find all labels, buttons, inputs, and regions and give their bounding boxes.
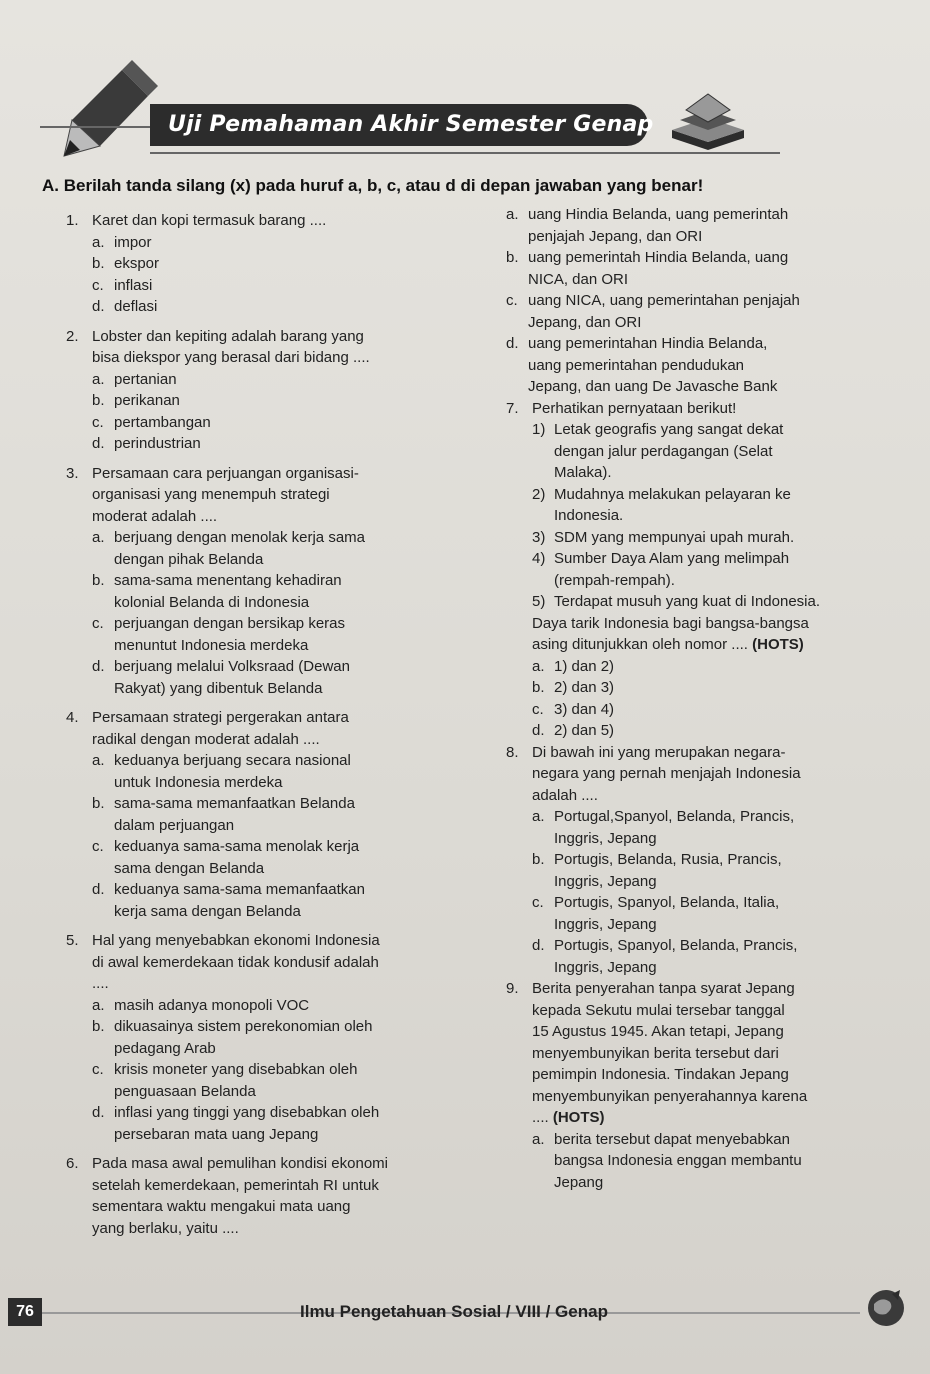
option-letter: c. xyxy=(532,894,544,911)
question-text: Pada masa awal pemulihan kondisi ekonomi setelah kemerdekaan, pemerintah RI untuk sementara waktu mengakui mata uang yang berlaku, yaitu .... xyxy=(92,1155,389,1237)
option-a[interactable] xyxy=(92,750,452,793)
question-number: 2. xyxy=(66,327,79,345)
option-letter: d. xyxy=(92,1104,105,1121)
question-number: 5. xyxy=(66,932,79,949)
header-line-left xyxy=(40,126,160,128)
option-a[interactable] xyxy=(532,806,906,849)
question-number: 6. xyxy=(66,1155,79,1172)
option-letter: c. xyxy=(92,413,104,431)
option-text: 2) dan 5) xyxy=(554,722,615,739)
option-letter: b. xyxy=(92,795,105,812)
question-8 xyxy=(506,742,906,979)
statement-text: Sumber Daya Alam yang melimpah (rempah-rempah). xyxy=(554,550,790,589)
option-letter: d. xyxy=(532,722,545,739)
option-d[interactable] xyxy=(92,879,452,922)
question-text xyxy=(532,978,906,1129)
option-text: berjuang melalui Volksraad (Dewan Rakyat) yang dibentuk Belanda xyxy=(114,658,350,697)
statement-text: Mudahnya melakukan pelayaran ke Indonesia. xyxy=(554,485,791,524)
footer-title: Ilmu Pengetahuan Sosial / VIII / Genap xyxy=(300,1302,608,1321)
option-a[interactable] xyxy=(92,527,452,570)
statement-text: Terdapat musuh yang kuat di Indonesia. xyxy=(554,593,821,610)
option-b[interactable] xyxy=(92,390,452,412)
option-letter: d. xyxy=(92,435,105,452)
question-prompt xyxy=(532,613,906,656)
option-text: uang Hindia Belanda, uang pemerintah penjajah Jepang, dan ORI xyxy=(528,206,789,245)
question-3 xyxy=(66,463,452,700)
option-text: 3) dan 4) xyxy=(554,700,615,718)
header-line-bottom xyxy=(150,152,780,154)
globe-icon xyxy=(864,1286,908,1330)
footer xyxy=(0,1282,930,1342)
question-9 xyxy=(506,978,906,1193)
option-text: dikuasainya sistem perekonomian oleh pedagang Arab xyxy=(114,1018,373,1057)
option-a[interactable] xyxy=(92,369,452,391)
option-text: pertambangan xyxy=(114,413,211,431)
option-text: uang NICA, uang pemerintahan penjajah Jepang, dan ORI xyxy=(528,292,800,331)
option-letter: a. xyxy=(532,1130,545,1148)
option-letter: b. xyxy=(92,572,105,589)
header xyxy=(0,60,930,170)
option-c[interactable] xyxy=(92,1059,452,1102)
option-text: 1) dan 2) xyxy=(554,657,615,675)
option-a[interactable] xyxy=(92,995,452,1017)
instruction: A. Berilah tanda silang (x) pada huruf a, b, c, atau d di depan jawaban yang benar! xyxy=(42,176,704,195)
option-c[interactable] xyxy=(92,412,452,434)
option-text: inflasi yang tinggi yang disebabkan oleh persebaran mata uang Jepang xyxy=(114,1104,380,1143)
option-letter: b. xyxy=(92,255,105,272)
statement-3 xyxy=(532,527,906,549)
question-text: Hal yang menyebabkan ekonomi Indonesia di awal kemerdekaan tidak kondusif adalah .... xyxy=(92,932,380,992)
option-letter: d. xyxy=(92,298,105,315)
option-text: berita tersebut dapat menyebabkan bangsa Indonesia enggan membantu Jepang xyxy=(554,1130,802,1191)
option-text: inflasi xyxy=(114,276,153,294)
option-c[interactable] xyxy=(92,613,452,656)
question-6-options xyxy=(506,204,906,398)
option-text: keduanya berjuang secara nasional untuk Indonesia merdeka xyxy=(114,752,351,791)
option-d[interactable] xyxy=(532,720,906,742)
option-text: keduanya sama-sama menolak kerja sama dengan Belanda xyxy=(114,838,360,877)
prompt-text: Daya tarik Indonesia bagi bangsa-bangsa asing ditunjukkan oleh nomor .... xyxy=(532,614,809,653)
option-d[interactable] xyxy=(92,433,452,455)
option-text: berjuang dengan menolak kerja sama dengan pihak Belanda xyxy=(114,529,365,568)
option-letter: d. xyxy=(506,335,519,352)
question-number: 7. xyxy=(506,399,519,417)
question-text: Perhatikan pernyataan berikut! xyxy=(532,399,737,417)
option-letter: c. xyxy=(92,838,104,855)
option-b[interactable] xyxy=(92,570,452,613)
question-text: Persamaan cara perjuangan organisasi- organisasi yang menempuh strategi moderat adalah .... xyxy=(92,464,359,525)
hots-label: (HOTS) xyxy=(752,636,804,653)
option-d[interactable] xyxy=(92,1102,452,1145)
option-letter: a. xyxy=(92,233,105,251)
option-letter: b. xyxy=(532,679,545,696)
option-letter: d. xyxy=(92,881,105,898)
option-text: sama-sama memanfaatkan Belanda dalam perjuangan xyxy=(114,795,355,834)
option-c[interactable] xyxy=(532,699,906,721)
statement-number: 1) xyxy=(532,421,546,438)
option-text: deflasi xyxy=(114,298,158,315)
spacer xyxy=(66,699,452,707)
question-number: 9. xyxy=(506,980,519,997)
option-a[interactable] xyxy=(532,656,906,678)
option-text: uang pemerintahan Hindia Belanda, uang pemerintahan pendudukan Jepang, dan uang De Javasche Bank xyxy=(528,335,778,395)
page-number: 76 xyxy=(8,1298,42,1326)
option-text: masih adanya monopoli VOC xyxy=(114,996,310,1014)
question-7 xyxy=(506,398,906,742)
option-text: keduanya sama-sama memanfaatkan kerja sama dengan Belanda xyxy=(114,881,365,920)
question-text: Karet dan kopi termasuk barang .... xyxy=(92,212,327,229)
option-letter: c. xyxy=(532,700,544,718)
option-a[interactable] xyxy=(532,1129,906,1194)
option-d[interactable] xyxy=(92,296,452,318)
option-b[interactable] xyxy=(532,677,906,699)
option-text: impor xyxy=(114,233,152,251)
statement-text: Letak geografis yang sangat dekat dengan jalur perdagangan (Selat Malaka). xyxy=(554,421,784,481)
question-6 xyxy=(66,1153,452,1239)
spacer xyxy=(66,922,452,930)
option-text: Portugis, Spanyol, Belanda, Italia, Inggris, Jepang xyxy=(554,894,780,933)
option-text: 2) dan 3) xyxy=(554,679,615,696)
statement-number: 2) xyxy=(532,485,546,503)
statement-2 xyxy=(532,484,906,527)
option-d[interactable] xyxy=(92,656,452,699)
question-text: Persamaan strategi pergerakan antara radikal dengan moderat adalah .... xyxy=(92,709,349,748)
question-number: 3. xyxy=(66,464,79,482)
question-1 xyxy=(66,210,452,318)
option-letter: b. xyxy=(92,1018,105,1035)
statement-text: SDM yang mempunyai upah murah. xyxy=(554,528,795,546)
option-text: Portugis, Belanda, Rusia, Prancis, Inggris, Jepang xyxy=(554,851,782,890)
statement-5 xyxy=(532,591,906,613)
option-text: Portugal,Spanyol, Belanda, Prancis, Inggris, Jepang xyxy=(554,808,795,847)
question-number: 4. xyxy=(66,709,79,726)
question-2 xyxy=(66,326,452,455)
option-b[interactable] xyxy=(506,247,906,290)
spacer xyxy=(66,318,452,326)
page-title: Uji Pemahaman Akhir Semester Genap xyxy=(168,112,654,137)
question-text: Di bawah ini yang merupakan negara- negara yang pernah menjajah Indonesia adalah .... xyxy=(532,743,801,804)
left-column xyxy=(66,210,452,1239)
book-stack-icon xyxy=(666,90,750,150)
statement-number: 4) xyxy=(532,550,546,567)
option-text: perindustrian xyxy=(114,435,201,452)
option-letter: b. xyxy=(92,392,105,409)
option-letter: c. xyxy=(92,615,104,632)
option-letter: a. xyxy=(92,996,105,1014)
option-letter: b. xyxy=(532,851,545,868)
question-body: Berita penyerahan tanpa syarat Jepang kepada Sekutu mulai tersebar tanggal 15 Agustus 1945. Akan tetapi, Jepang menyembunyikan berita tersebut dari pemimpin Indonesia. Tindakan Jepang menyembunyikan penyerahannya karena .... xyxy=(532,980,808,1126)
option-text: Portugis, Spanyol, Belanda, Prancis, Inggris, Jepang xyxy=(554,937,798,976)
option-d[interactable] xyxy=(532,935,906,978)
option-text: sama-sama menentang kehadiran kolonial Belanda di Indonesia xyxy=(114,572,342,611)
option-c[interactable] xyxy=(92,275,452,297)
statement-1 xyxy=(532,419,906,484)
option-letter: d. xyxy=(92,658,105,675)
option-b[interactable] xyxy=(532,849,906,892)
option-text: uang pemerintah Hindia Belanda, uang NICA, dan ORI xyxy=(528,249,789,288)
option-text: krisis moneter yang disebabkan oleh penguasaan Belanda xyxy=(114,1061,358,1100)
spacer xyxy=(66,455,452,463)
option-letter: a. xyxy=(92,370,105,388)
option-text: perikanan xyxy=(114,392,180,409)
option-letter: d. xyxy=(532,937,545,954)
option-text: ekspor xyxy=(114,255,160,272)
option-c[interactable] xyxy=(92,836,452,879)
option-text: perjuangan dengan bersikap keras menuntut Indonesia merdeka xyxy=(114,615,345,654)
question-number: 1. xyxy=(66,212,79,229)
option-letter: c. xyxy=(92,1061,104,1078)
option-b[interactable] xyxy=(92,1016,452,1059)
spacer xyxy=(66,1145,452,1153)
statement-number: 3) xyxy=(532,528,546,546)
option-a[interactable] xyxy=(92,232,452,254)
question-text: Lobster dan kepiting adalah barang yang bisa diekspor yang berasal dari bidang .... xyxy=(92,327,370,366)
question-number: 8. xyxy=(506,743,519,761)
option-letter: a. xyxy=(92,752,105,769)
statement-4 xyxy=(532,548,906,591)
option-letter: a. xyxy=(92,529,105,546)
hots-label: (HOTS) xyxy=(552,1109,605,1126)
option-letter: a. xyxy=(532,657,545,675)
right-column xyxy=(506,204,906,1193)
option-d[interactable] xyxy=(506,333,906,398)
question-4 xyxy=(66,707,452,922)
option-letter: b. xyxy=(506,249,519,266)
option-c[interactable] xyxy=(506,290,906,333)
option-c[interactable] xyxy=(532,892,906,935)
option-letter: a. xyxy=(506,206,519,223)
question-5 xyxy=(66,930,452,1145)
option-a[interactable] xyxy=(506,204,906,247)
option-letter: a. xyxy=(532,808,545,825)
option-b[interactable] xyxy=(92,793,452,836)
option-b[interactable] xyxy=(92,253,452,275)
option-text: pertanian xyxy=(114,370,177,388)
option-letter: c. xyxy=(506,292,518,309)
option-letter: c. xyxy=(92,276,104,294)
statement-number: 5) xyxy=(532,593,546,610)
